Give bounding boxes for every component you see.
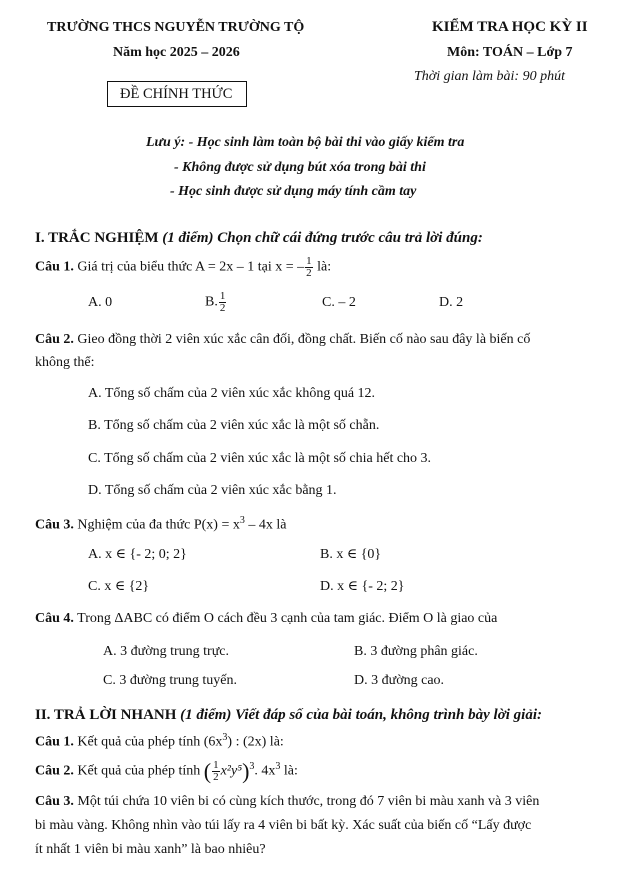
note-line-3: - Học sinh được sử dụng máy tính cầm tay — [170, 184, 417, 199]
p1-q2-option-d: D. Tổng số chấm của 2 viên xúc xắc bằng 1. — [88, 483, 337, 498]
question-text: Kết quả của phép tính — [77, 763, 201, 779]
note-line-2: - Không được sử dụng bút xóa trong bài thi — [174, 160, 426, 175]
p1-q1-stem — [35, 256, 331, 279]
p1-q3-option-b: B. x ∈ {0} — [320, 547, 382, 562]
part2-instruction: Viết đáp số của bài toán, không trình bày lời giải: — [235, 707, 543, 723]
p1-q1-option-b: B. $\frac{1}{2}$ — [205, 290, 226, 314]
part1-heading: I. TRẮC NGHIỆM — [35, 230, 159, 246]
part2-points: (1 điểm) — [180, 707, 232, 723]
p2-q3-line2: bi màu vàng. Không nhìn vào túi lấy ra 4 viên bi bất kỳ. Xác suất của biến cố “Lấy được — [35, 818, 532, 833]
question-label: Câu 2. — [35, 332, 74, 347]
p1-q4-option-c: C. 3 đường trung tuyến. — [103, 673, 237, 688]
fraction: $\frac{1}{2}$ — [219, 290, 226, 314]
p1-q3-option-d: D. x ∈ {- 2; 2} — [320, 579, 405, 594]
p1-q2-option-a: A. Tổng số chấm của 2 viên xúc xắc không quá 12. — [88, 386, 376, 401]
p1-q2-option-c: C. Tổng số chấm của 2 viên xúc xắc là một số chia hết cho 3. — [88, 451, 432, 466]
question-text: Nghiệm của đa thức P(x) = x — [77, 517, 240, 533]
question-label: Câu 3. — [35, 517, 74, 533]
exam-title: KIỂM TRA HỌC KỲ II — [432, 19, 588, 35]
p1-q2-stem — [35, 332, 530, 348]
question-label: Câu 2. — [35, 763, 74, 779]
question-text: Kết quả của phép tính (6x — [77, 734, 223, 750]
p1-q1-option-a: A. 0 — [88, 295, 113, 310]
p1-q3-stem: Câu 3. Nghiệm của đa thức $P(x) = x^3 - 4x$ là — [35, 515, 287, 533]
p1-q3-option-a: A. x ∈ {- 2; 0; 2} — [88, 547, 187, 562]
part2-heading: II. TRẢ LỜI NHANH — [35, 707, 177, 723]
p1-q2-option-b: B. Tổng số chấm của 2 viên xúc xắc là một số chẵn. — [88, 418, 380, 433]
note-line-1: Lưu ý: - Học sinh làm toàn bộ bài thi vào giấy kiểm tra — [146, 135, 465, 150]
exam-time: Thời gian làm bài: 90 phút — [414, 69, 565, 84]
question-label: Câu 3. — [35, 794, 74, 809]
school-name: TRƯỜNG THCS NGUYỄN TRƯỜNG TỘ — [47, 20, 305, 35]
p1-q1-option-c: C. – 2 — [322, 295, 356, 310]
p2-q3-line3: ít nhất 1 viên bi màu xanh” là bao nhiêu? — [35, 842, 266, 857]
monomial: x²y⁵ — [220, 763, 243, 779]
fraction: $\frac{1}{2}$ — [213, 759, 219, 783]
question-text: Một túi chứa 10 viên bi có cùng kích thước, trong đó 7 viên bi màu xanh và 3 viên — [77, 794, 540, 809]
part1-instruction: Chọn chữ cái đứng trước câu trả lời đúng: — [217, 230, 483, 246]
p1-q3-option-c: C. x ∈ {2} — [88, 579, 150, 594]
official-stamp-box — [107, 81, 247, 107]
question-text-end: là: — [317, 259, 332, 275]
p1-q4-stem — [35, 611, 497, 627]
fraction: $\frac{1}{2}$ — [306, 255, 312, 279]
p1-q4-option-b: B. 3 đường phân giác. — [354, 644, 478, 659]
part1-points: (1 điểm) — [162, 230, 214, 246]
part2-heading-line — [35, 707, 542, 724]
part1-heading-line — [35, 230, 483, 247]
question-text: Trong ΔABC có điểm O cách đều 3 cạnh của tam giác. Điểm O là giao của — [77, 611, 498, 626]
p2-q3-stem — [35, 794, 539, 810]
question-label: Câu 1. — [35, 259, 74, 275]
p1-q2-stem-line2: không thể: — [35, 355, 95, 370]
p1-q4-option-a: A. 3 đường trung trực. — [103, 644, 230, 659]
question-label: Câu 1. — [35, 734, 74, 750]
p2-q1-stem: Câu 1. Kết quả của phép tính $(6x^3)$ : (2x) là: — [35, 732, 284, 750]
question-text: Gieo đồng thời 2 viên xúc xắc cân đối, đồng chất. Biến cố nào sau đây là biến cố — [77, 332, 531, 347]
question-label: Câu 4. — [35, 611, 74, 626]
official-label: ĐỀ CHÍNH THỨC — [120, 86, 233, 102]
exam-subject: Môn: TOÁN – Lớp 7 — [447, 45, 573, 60]
p2-q2-stem: Câu 2. Kết quả của phép tính ( $\frac{1}{2}$ x²y⁵)$^3$. $4x^3$ là: — [35, 758, 298, 784]
p1-q4-option-d: D. 3 đường cao. — [354, 673, 445, 688]
p1-q1-option-d: D. 2 — [439, 295, 464, 310]
school-year: Năm học 2025 – 2026 — [113, 45, 240, 60]
question-text: Giá trị của biểu thức A = 2x – 1 tại x = – — [77, 259, 305, 275]
